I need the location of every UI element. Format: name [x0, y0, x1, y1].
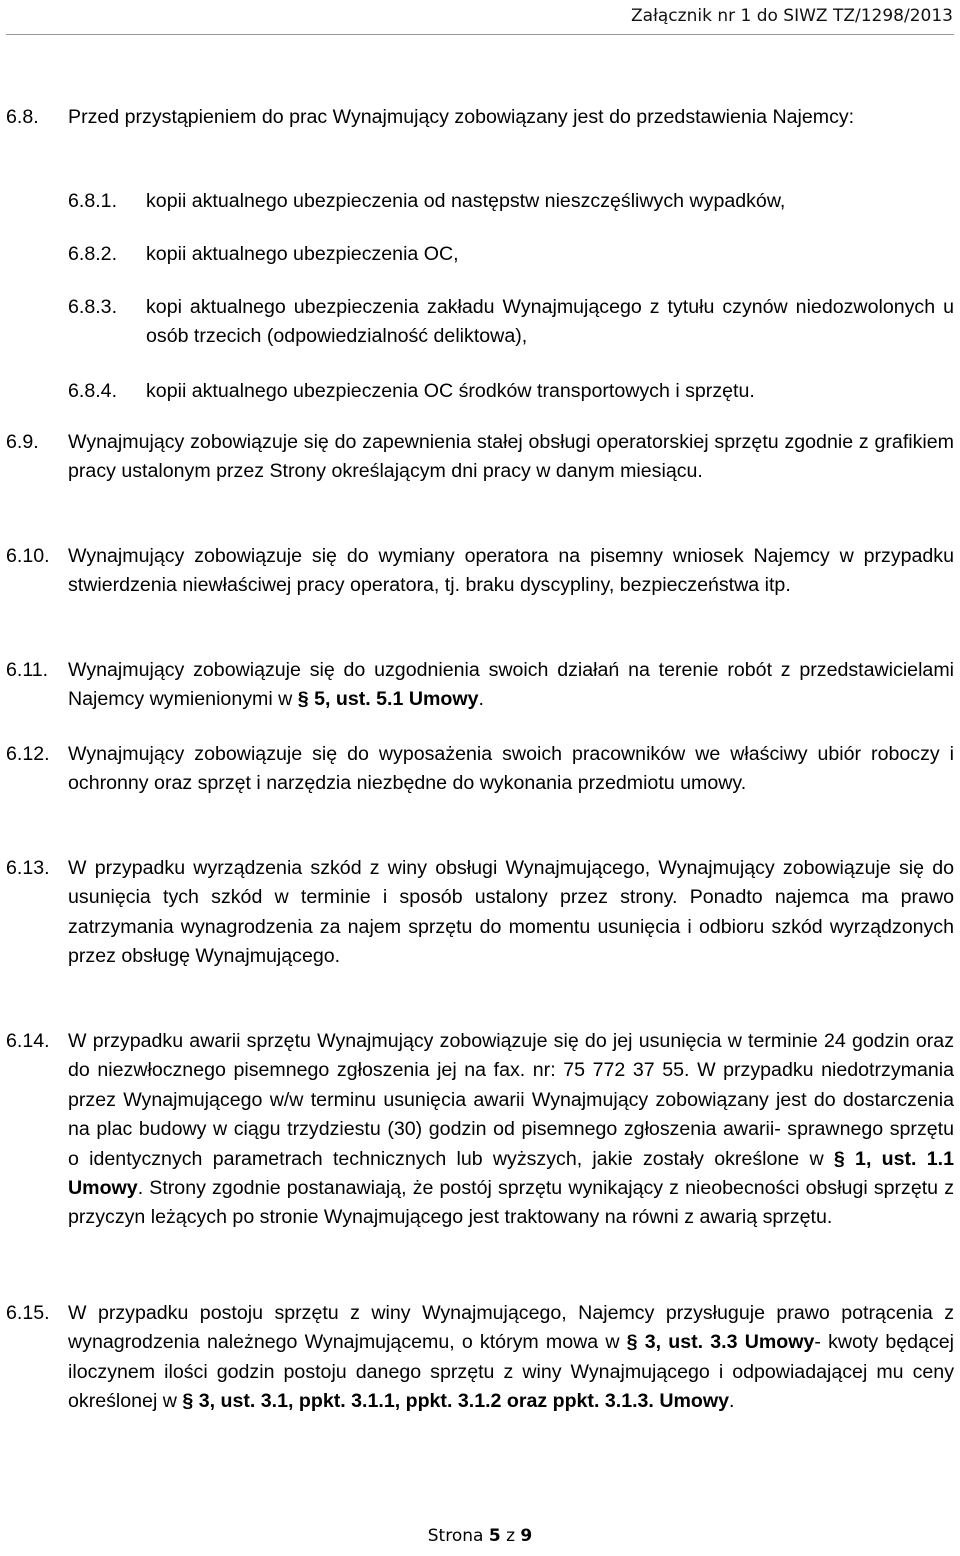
clause-text: [68, 1027, 954, 1233]
subclause-number: 6.8.3.: [68, 296, 118, 318]
contract-reference: § 3, ust. 3.3 Umowy: [626, 1331, 815, 1354]
clause-text: Wynajmujący zobowiązuje się do zapewnienia stałej obsługi operatorskiej sprzętu zgodnie z grafikiem pracy ustalonym przez Strony określającym dni pracy w danym miesiącu.: [68, 431, 954, 483]
subclause-6-8-1: [68, 187, 954, 216]
clause-number: 6.11.: [6, 659, 49, 681]
page-separator: z: [500, 1526, 521, 1546]
clause-text-part: - kwoty będącej iloczynem ilości godzin postoju danego sprzętu z winy Wynajmującego i odpowiadającej mu ceny określonej w: [68, 1331, 954, 1413]
clause-text-part: Wynajmujący zobowiązuje się do uzgodnienia swoich działań na terenie robót z przedstawicielami Najemcy wymienionymi w: [68, 659, 954, 711]
clause-text: [68, 656, 954, 715]
clause-text-part: W przypadku postoju sprzętu z winy Wynajmującego, Najemcy przysługuje prawo potrącenia z wynagrodzenia należnego Wynajmującemu, o którym mowa w: [68, 1302, 954, 1354]
clause-number: 6.8.: [6, 106, 39, 128]
subclause-number: 6.8.2.: [68, 243, 118, 265]
clause-6-11: [6, 656, 954, 715]
total-pages: 9: [520, 1526, 533, 1546]
contract-reference: § 1, ust. 1.1 Umowy: [68, 1147, 954, 1200]
subclause-6-8-3: [68, 293, 954, 352]
subclause-6-8-2: [68, 240, 954, 269]
clause-6-9: [6, 428, 954, 487]
clause-number: 6.9.: [6, 431, 39, 453]
page-label: Strona: [427, 1526, 489, 1546]
contract-reference: § 5, ust. 5.1 Umowy: [297, 688, 479, 711]
clause-number: 6.15.: [6, 1302, 50, 1324]
clause-6-14: [6, 1027, 954, 1233]
subclause-text: kopii aktualnego ubezpieczenia OC,: [146, 243, 459, 265]
clause-number: 6.10.: [6, 545, 50, 567]
contract-reference: § 3, ust. 3.1, ppkt. 3.1.1, ppkt. 3.1.2 oraz ppkt. 3.1.3. Umowy: [182, 1390, 729, 1413]
clause-6-12: [6, 740, 954, 799]
subclause-number: 6.8.1.: [68, 190, 118, 212]
subclause-6-8-4: [68, 377, 954, 406]
header-divider: [6, 34, 954, 35]
clause-text: W przypadku wyrządzenia szkód z winy obsługi Wynajmującego, Wynajmujący zobowiązuje się do usunięcia tych szkód w terminie i sposób ustalony przez strony. Ponadto najemca ma prawo zatrzymania wynagrodzenia za najem sprzętu do momentu usunięcia i odbioru szkód wyrządzonych przez obsługę Wynajmującego.: [68, 857, 954, 968]
clause-6-8: [6, 103, 954, 132]
clause-number: 6.14.: [6, 1030, 50, 1052]
clause-6-13: [6, 854, 954, 972]
subclause-text: kopii aktualnego ubezpieczenia od następstw nieszczęśliwych wypadków,: [146, 190, 786, 212]
page-footer: [0, 1526, 960, 1546]
subclause-number: 6.8.4.: [68, 380, 118, 402]
clause-text: Wynajmujący zobowiązuje się do wyposażenia swoich pracowników we właściwy ubiór roboczy i ochronny oraz sprzęt i narzędzia niezbędne do wykonania przedmiotu umowy.: [68, 743, 954, 795]
clause-text: Przed przystąpieniem do prac Wynajmujący zobowiązany jest do przedstawienia Najemcy:: [68, 106, 855, 128]
clause-6-10: [6, 542, 954, 601]
clause-text-part: .: [478, 688, 484, 711]
current-page: 5: [488, 1526, 501, 1546]
clause-text-part: . Strony zgodnie postanawiają, że postój sprzętu wynikający z nieobecności obsługi sprzętu z przyczyn leżących po stronie Wynajmującego jest traktowany na równi z awarią sprzętu.: [68, 1177, 954, 1229]
clause-number: 6.13.: [6, 857, 50, 879]
document-header: Załącznik nr 1 do SIWZ TZ/1298/2013: [631, 6, 953, 26]
subclause-text: kopi aktualnego ubezpieczenia zakładu Wynajmującego z tytułu czynów niedozwolonych u osób trzecich (odpowiedzialność deliktowa),: [146, 296, 954, 348]
clause-text: Wynajmujący zobowiązuje się do wymiany operatora na pisemny wniosek Najemcy w przypadku stwierdzenia niewłaściwej pracy operatora, tj. braku dyscypliny, bezpieczeństwa itp.: [68, 545, 954, 597]
subclause-text: kopii aktualnego ubezpieczenia OC środków transportowych i sprzętu.: [146, 380, 755, 402]
clause-6-15: [6, 1299, 954, 1417]
clause-text-part: W przypadku awarii sprzętu Wynajmujący zobowiązuje się do jej usunięcia w terminie 24 godzin oraz do niezwłocznego pisemnego zgłoszenia jej na fax. nr: 75 772 37 55. W przypadku niedotrzymania przez Wynajmującego w/w terminu usunięcia awarii Wynajmujący zobowiązany jest do dostarczenia na plac budowy w ciągu trzydziestu (30) godzin od pisemnego zgłoszenia awarii- sprawnego sprzętu o identycznych parametrach technicznych lub wyższych, jakie zostały określone w: [68, 1030, 954, 1170]
clause-text-part: .: [729, 1390, 735, 1413]
clause-number: 6.12.: [6, 743, 50, 765]
clause-text: [68, 1299, 954, 1417]
